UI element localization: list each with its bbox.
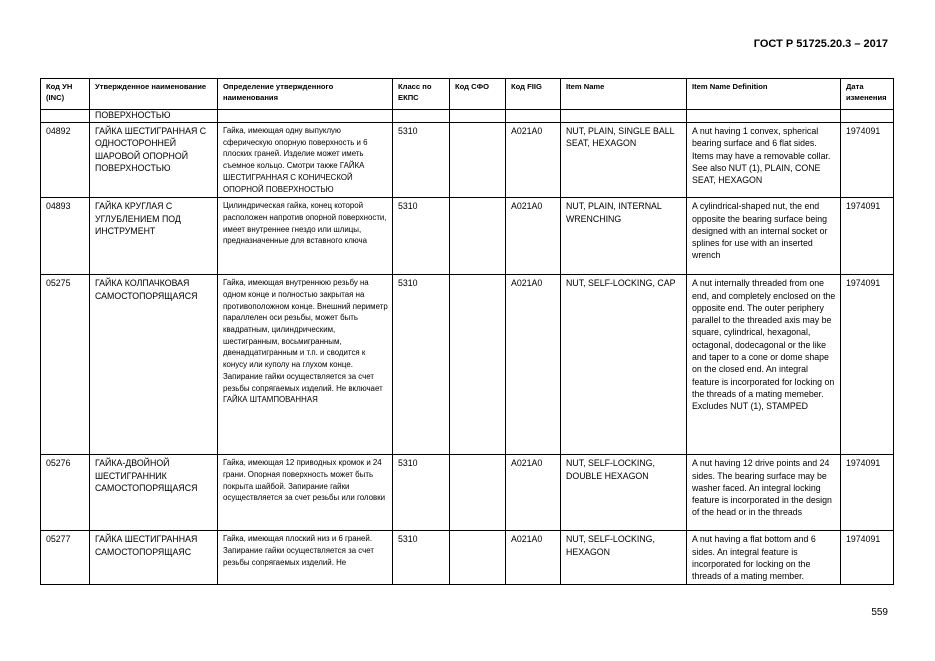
cell-name: ГАЙКА ШЕСТИГРАННАЯ С ОДНОСТОРОННЕЙ ШАРОВОЙ ОПОРНОЙ ПОВЕРХНОСТЬЮ [90, 123, 218, 198]
cell-date: 1974091 [841, 198, 894, 275]
cell-fiig: A021A0 [506, 455, 561, 531]
cell-class: 5310 [393, 198, 450, 275]
cell-name: ГАЙКА ШЕСТИГРАННАЯ САМОСТОПОРЯЩАЯС [90, 531, 218, 585]
cell-sfo [450, 275, 506, 455]
page-number: 559 [871, 607, 888, 618]
cell-definition: Цилиндрическая гайка, конец которой расположен напротив опорной поверхности, имеет внутреннее гнездо или шлицы, предназначенные для вставного ключа [218, 198, 393, 275]
cell-definition: Гайка, имеющая внутреннюю резьбу на одном конце и полностью закрытая на противоположном конце. Внешний периметр параллелен оси резьбы, может быть квадратным, цилиндрическим, шестигранным, восьмигранным, двенадцатигранным и т.п. и сводится к конусу или куполу на глухом конце. Запирание гайки осуществляется за счет резьбы сопрягаемых изделий. Не включает ГАЙКА ШТАМПОВАННАЯ [218, 275, 393, 455]
column-header-definition: Определение утвержденного наименования [218, 79, 393, 110]
table-row [41, 123, 894, 198]
cell-definition: Гайка, имеющая 12 приводных кромок и 24 грани. Опорная поверхность может быть покрыта шайбой. Запирание гайки осуществляется за счет резьбы или головки [218, 455, 393, 531]
cell-definition: Гайка, имеющая одну выпуклую сферическую опорную поверхность и 6 плоских граней. Изделие может иметь съемное кольцо. Смотри также ГАЙКА ШЕСТИГРАННАЯ С КОНИЧЕСКОЙ ОПОРНОЙ ПОВЕРХНОСТЬЮ [218, 123, 393, 198]
cell-code: 05277 [41, 531, 90, 585]
column-header-fiig: Код FIIG [506, 79, 561, 110]
cell-class: 5310 [393, 275, 450, 455]
cell-sfo [450, 531, 506, 585]
column-header-sfo: Код СФО [450, 79, 506, 110]
cell-item-name: NUT, PLAIN, INTERNAL WRENCHING [561, 198, 687, 275]
cell-item-definition: A nut having 12 drive points and 24 sides. The bearing surface may be washer faced. An integral locking feature is incorporated in the design of the head or in the threads [687, 455, 841, 531]
table-row [41, 198, 894, 275]
table-row [41, 531, 894, 585]
cell-item-name: NUT, SELF-LOCKING, CAP [561, 275, 687, 455]
cell-class: 5310 [393, 531, 450, 585]
table-row-continuation [41, 110, 894, 123]
table-row [41, 455, 894, 531]
cell-fiig: A021A0 [506, 198, 561, 275]
cell-item-definition: A nut internally threaded from one end, and completely enclosed on the opposite end. The outer periphery parallel to the threaded axis may be square, cylindrical, hexagonal, octagonal, dodecagonal or the like and taper to a cone or dome shape on the closed end. An integral feature is incorporated for locking on the threads of a mating memeber. Excludes NUT (1), STAMPED [687, 275, 841, 455]
cell-code: 04892 [41, 123, 90, 198]
cell-fiig: A021A0 [506, 123, 561, 198]
cell-item-definition: A nut having a flat bottom and 6 sides. An integral feature is incorporated for locking on the threads of a mating member. [687, 531, 841, 585]
document-id: ГОСТ Р 51725.20.3 – 2017 [753, 38, 888, 50]
catalog-table [40, 78, 894, 585]
cell-code: 05275 [41, 275, 90, 455]
cell-sfo [450, 123, 506, 198]
cell-date: 1974091 [841, 123, 894, 198]
column-header-name: Утвержденное наименование [90, 79, 218, 110]
cell-class: 5310 [393, 455, 450, 531]
cell-fiig: A021A0 [506, 531, 561, 585]
cell-date: 1974091 [841, 455, 894, 531]
cell-date: 1974091 [841, 531, 894, 585]
cell-sfo [450, 455, 506, 531]
cell-name: ГАЙКА КРУГЛАЯ С УГЛУБЛЕНИЕМ ПОД ИНСТРУМЕНТ [90, 198, 218, 275]
column-header-date: Дата изменения [841, 79, 894, 110]
cell-item-definition: A nut having 1 convex, spherical bearing surface and 6 flat sides. Items may have a removable collar. See also NUT (1), PLAIN, CONE SEAT, HEXAGON [687, 123, 841, 198]
cell-sfo [450, 198, 506, 275]
cell-code: 05276 [41, 455, 90, 531]
cell-fiig: A021A0 [506, 275, 561, 455]
cell-item-name: NUT, PLAIN, SINGLE BALL SEAT, HEXAGON [561, 123, 687, 198]
table-header-row [41, 79, 894, 110]
column-header-class: Класс по ЕКПС [393, 79, 450, 110]
cell-date: 1974091 [841, 275, 894, 455]
cell-item-name: NUT, SELF-LOCKING, HEXAGON [561, 531, 687, 585]
column-header-item-definition: Item Name Definition [687, 79, 841, 110]
table-row [41, 275, 894, 455]
cell-definition: Гайка, имеющая плоский низ и 6 граней. Запирание гайки осуществляется за счет резьбы сопрягаемых изделий. Не [218, 531, 393, 585]
cell-name: ГАЙКА-ДВОЙНОЙ ШЕСТИГРАННИК САМОСТОПОРЯЩАЯСЯ [90, 455, 218, 531]
cell-item-definition: A cylindrical-shaped nut, the end opposite the bearing surface being designed with an internal socket or splines for use with an inserted wrench [687, 198, 841, 275]
continuation-cell: ПОВЕРХНОСТЬЮ [90, 110, 218, 123]
column-header-code: Код УН (INC) [41, 79, 90, 110]
cell-item-name: NUT, SELF-LOCKING, DOUBLE HEXAGON [561, 455, 687, 531]
cell-name: ГАЙКА КОЛПАЧКОВАЯ САМОСТОПОРЯЩАЯСЯ [90, 275, 218, 455]
column-header-item-name: Item Name [561, 79, 687, 110]
cell-class: 5310 [393, 123, 450, 198]
cell-code: 04893 [41, 198, 90, 275]
